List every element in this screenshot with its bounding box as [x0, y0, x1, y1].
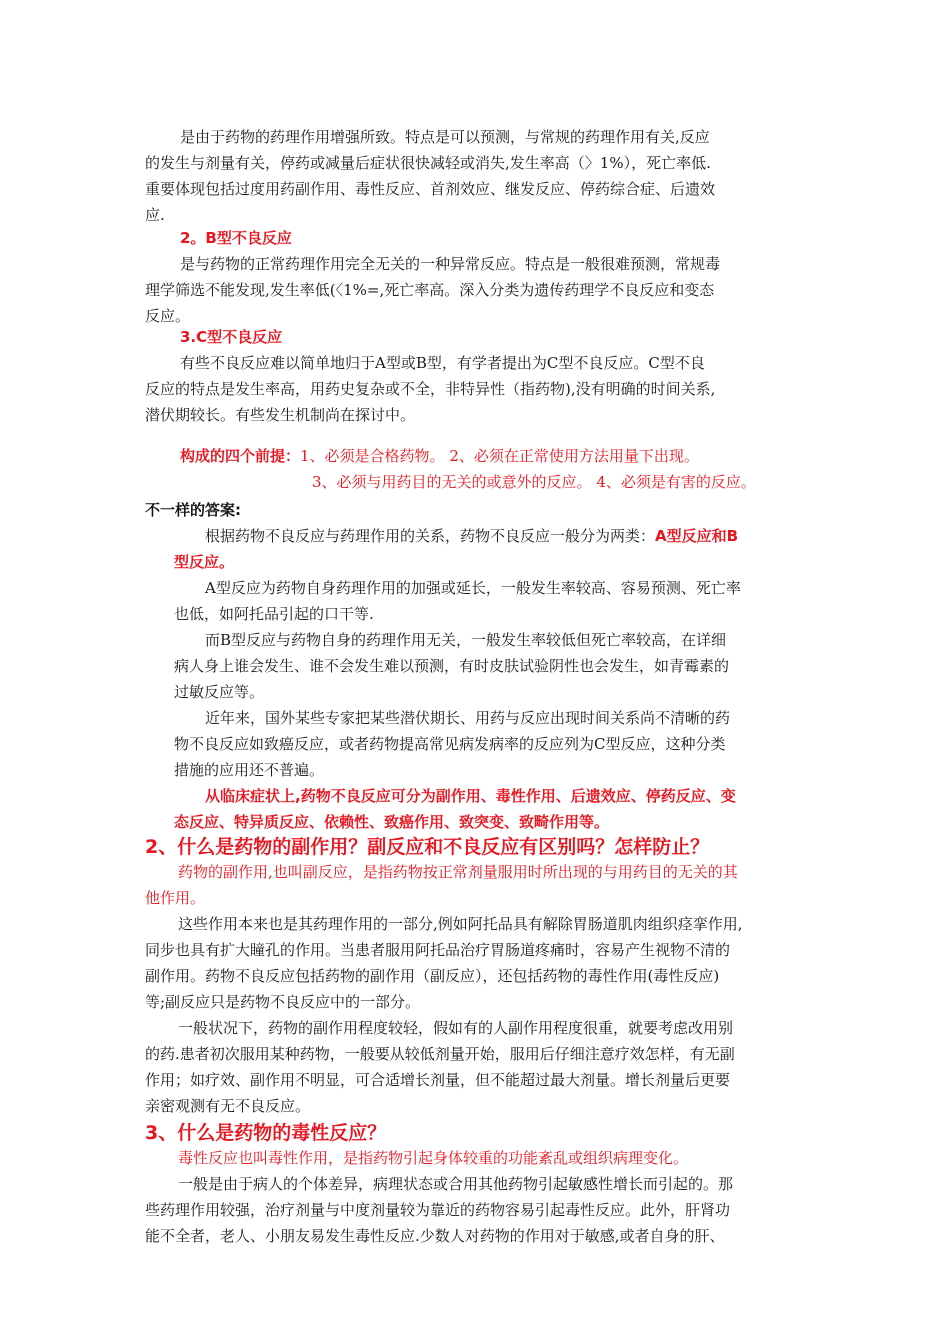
paragraph-toxicity-def: 毒性反应也叫毒性作用，是指药物引起身体较重的功能紊乱或组织病理变化。 — [178, 1149, 689, 1167]
paragraph-prevention-line-4: 亲密观测有无不良反应。 — [145, 1097, 311, 1115]
paragraph-c-type-line-2: 反应的特点是发生率高，用药史复杂或不全，非特异性（指药物),没有明确的时间关系, — [145, 380, 716, 398]
paragraph-side-effect-def-line-1: 药物的副作用,也叫副反应，是指药物按正常剂量服用时所出现的与用药目的无关的其 — [178, 863, 738, 881]
paragraph-b-reaction-line-3: 过敏反应等。 — [174, 683, 265, 701]
premises-items-1: 1、必须是合格药物。 2、必须在正常使用方法用量下出现。 — [300, 447, 699, 465]
paragraph-a-type-line-4: 应. — [145, 206, 165, 224]
paragraph-b-reaction-line-2: 病人身上谁会发生、谁不会发生难以预测，有时皮肤试验阴性也会发生，如青霉素的 — [174, 657, 730, 675]
paragraph-classification-line-2: 型反应。 — [174, 553, 235, 571]
paragraph-c-type-line-3: 潜伏期较长。有些发生机制尚在探讨中。 — [145, 406, 416, 424]
paragraph-clinical-line-1: 从临床症状上,药物不良反应可分为副作用、毒性作用、后遗效应、停药反应、变 — [205, 787, 736, 805]
paragraph-prevention-line-2: 的药.患者初次服用某种药物，一般要从较低剂量开始，服用后仔细注意疗效怎样，有无副 — [145, 1045, 735, 1063]
paragraph-b-type-line-3: 反应。 — [145, 307, 191, 325]
paragraph-a-reaction-line-1: A型反应为药物自身药理作用的加强或延长，一般发生率较高、容易预测、死亡率 — [205, 579, 741, 597]
paragraph-c-type-line-1: 有些不良反应难以简单地归于A型或B型，有学者提出为C型不良反应。C型不良 — [180, 354, 705, 372]
question-2-heading: 2、什么是药物的副作用？副反应和不良反应有区别吗？怎样防止？ — [145, 836, 710, 858]
paragraph-toxicity-line-2: 些药理作用较强，治疗剂量与中度剂量较为靠近的药物容易引起毒性反应。此外，肝肾功 — [145, 1201, 731, 1219]
paragraph-side-effect-def-line-2: 他作用。 — [145, 889, 206, 907]
paragraph-a-type-line-1: 是由于药物的药理作用增强所致。特点是可以预测，与常规的药理作用有关,反应 — [180, 128, 710, 146]
paragraph-side-effect-line-2: 同步也具有扩大瞳孔的作用。当患者服用阿托品治疗胃肠道疼痛时，容易产生视物不清的 — [145, 941, 731, 959]
paragraph-side-effect-line-3: 副作用。药物不良反应包括药物的副作用（副反应），还包括药物的毒性作用(毒性反应) — [145, 967, 720, 985]
paragraph-c-reaction-line-2: 物不良反应如致癌反应，或者药物提高常见病发病率的反应列为C型反应，这种分类 — [174, 735, 726, 753]
paragraph-c-reaction-line-3: 措施的应用还不普遍。 — [174, 761, 325, 779]
paragraph-prevention-line-1: 一般状况下，药物的副作用程度较轻，假如有的人副作用程度很重，就要考虑改用别 — [178, 1019, 734, 1037]
paragraph-a-type-line-2: 的发生与剂量有关，停药或减量后症状很快减轻或消失,发生率高（〉1%），死亡率低. — [145, 154, 711, 172]
paragraph-toxicity-line-1: 一般是由于病人的个体差异，病理状态或合用其他药物引起敏感性增长而引起的。那 — [178, 1175, 734, 1193]
paragraph-b-reaction-line-1: 而B型反应与药物自身的药理作用无关，一般发生率较低但死亡率较高，在详细 — [205, 631, 727, 649]
heading-b-type: 2。B型不良反应 — [180, 229, 292, 247]
paragraph-c-reaction-line-1: 近年来，国外某些专家把某些潜伏期长、用药与反应出现时间关系尚不清晰的药 — [205, 709, 731, 727]
paragraph-toxicity-line-3: 能不全者，老人、小朋友易发生毒性反应.少数人对药物的作用对于敏感,或者自身的肝、 — [145, 1227, 725, 1245]
paragraph-classification-line-1 — [205, 527, 738, 545]
paragraph-a-type-line-3: 重要体现包括过度用药副作用、毒性反应、首剂效应、继发反应、停药综合症、后遗效 — [145, 180, 716, 198]
paragraph-a-reaction-line-2: 也低，如阿托品引起的口干等. — [174, 605, 374, 623]
premises-line-2: 3、必须与用药目的无关的或意外的反应。 4、必须是有害的反应。 — [312, 473, 756, 491]
premises-label: 构成的四个前提： — [180, 447, 301, 465]
paragraph-clinical-line-2: 态反应、特异质反应、依赖性、致癌作用、致突变、致畸作用等。 — [174, 813, 610, 831]
heading-c-type: 3.C型不良反应 — [180, 328, 283, 346]
paragraph-prevention-line-3: 作用；如疗效、副作用不明显，可合适增长剂量，但不能超过最大剂量。增长剂量后更要 — [145, 1071, 731, 1089]
paragraph-side-effect-line-1: 这些作用本来也是其药理作用的一部分,例如阿托品具有解除胃肠道肌肉组织痉挛作用, — [178, 915, 743, 933]
classification-highlight: A型反应和B — [655, 527, 739, 545]
classification-text: 根据药物不良反应与药理作用的关系，药物不良反应一般分为两类： — [205, 527, 656, 545]
paragraph-b-type-line-2: 理学筛选不能发现,发生率低(〈1%=,死亡率高。深入分类为遗传药理学不良反应和变态 — [145, 281, 715, 299]
question-3-heading: 3、什么是药物的毒性反应？ — [145, 1122, 387, 1144]
premises-line-1 — [180, 447, 699, 465]
paragraph-b-type-line-1: 是与药物的正常药理作用完全无关的一种异常反应。特点是一般很难预测，常规毒 — [180, 255, 721, 273]
alt-answer-title: 不一样的答案: — [145, 501, 241, 519]
paragraph-side-effect-line-4: 等;副反应只是药物不良反应中的一部分。 — [145, 993, 421, 1011]
